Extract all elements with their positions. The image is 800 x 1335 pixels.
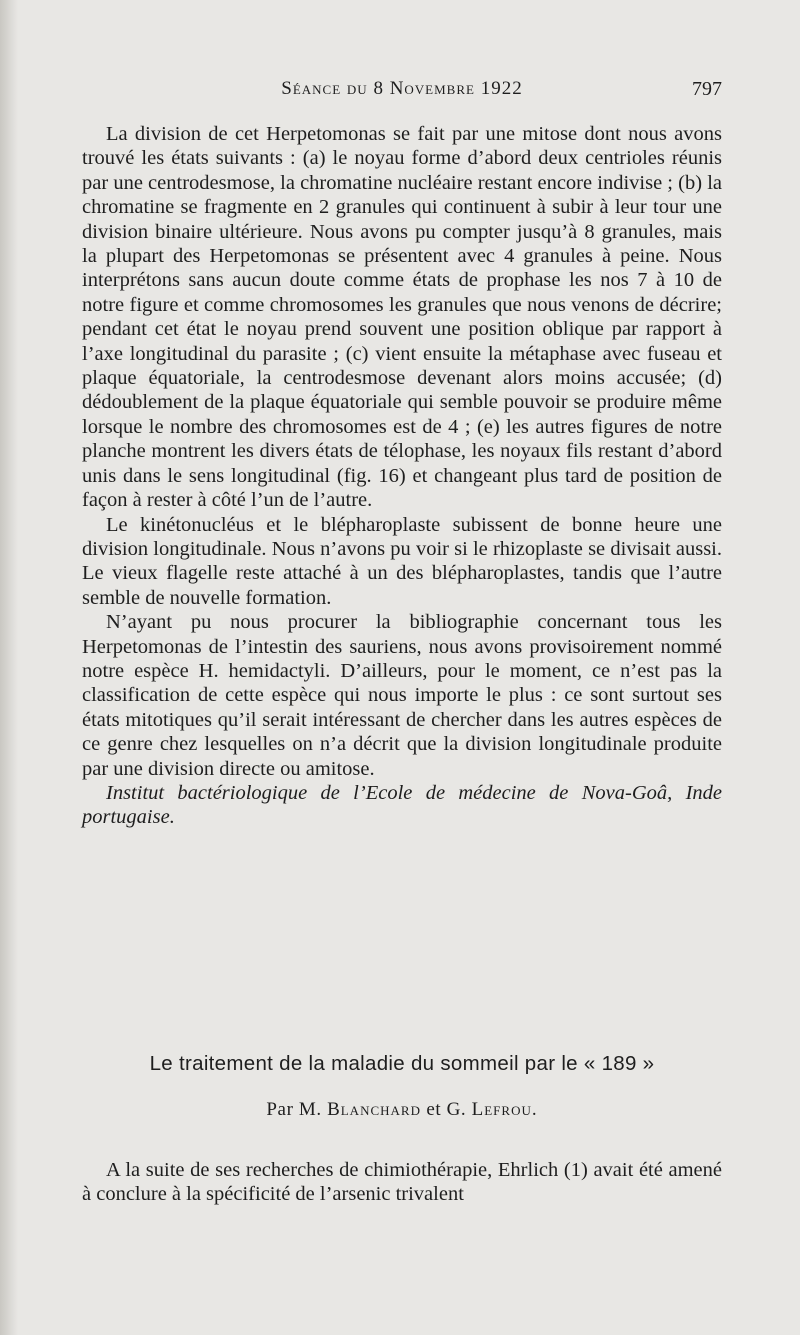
byline-and: et G. [426,1099,467,1120]
page-number: 797 [692,78,722,100]
byline [82,1099,722,1121]
paragraph-kinetonucleus: Le kinétonucléus et le blépharoplaste subissent de bonne heure une division longitudinale. Nous n’avons pu voir si le rhizoplaste se divisait aussi. Le vieux flagelle reste attaché à un des blépharoplastes, tandis que l’autre semble de nouvelle formation. [82,513,722,609]
article-body-new [82,1158,722,1207]
binding-edge-shadow [0,0,18,1335]
author-lefrou: Lefrou. [471,1099,538,1120]
byline-prefix: Par M. [266,1099,322,1120]
paragraph-bibliography: N’ayant pu nous procurer la bibliographie concernant tous les Herpetomonas de l’intestin des sauriens, nous avons provisoirement nommé notre espèce H. hemidactyli. D’ailleurs, pour le moment, ce n’est pas la classification de cette espèce qui nous importe le plus : ce sont surtout ses états mitotiques qu’il serait intéressant de chercher dans les autres espèces de ce genre chez lesquelles on n’a décrit que la division longitudinale produite par une division directe ou amitose. [82,611,722,780]
article-body-previous [82,122,722,830]
page-header [82,78,722,108]
paragraph-ehrlich: A la suite de ses recherches de chimiothérapie, Ehrlich (1) avait été amené à conclure à la spécificité de l’arsenic trivalent [82,1159,722,1206]
affiliation: Institut bactériologique de l’Ecole de médecine de Nova-Goâ, Inde portugaise. [82,781,722,829]
author-blanchard: Blanchard [327,1099,421,1120]
running-head: Séance du 8 Novembre 1922 [281,78,523,99]
paragraph-mitosis: La division de cet Herpetomonas se fait par une mitose dont nous avons trouvé les états suivants : (a) le noyau forme d’abord deux centrioles réunis par une centrodesmose, la chromatine nucléaire restant encore indivise ; (b) la chromatine se fragmente en 2 granules qui continuent à subir à leur tour une division binaire ultérieure. Nous avons pu compter jusqu’à 8 granules, mais la plupart des Herpetomonas se présentent avec 4 granules à peine. Nous interprétons sans aucun doute comme états de prophase les nos 7 à 10 de notre figure et comme chromosomes les granules que nous venons de décrire; pendant cet état le noyau prend souvent une position oblique par rapport à l’axe longitudinal du parasite ; (c) vient ensuite la métaphase avec fuseau et plaque équatoriale, la centrodesmose devenant alors moins accusée; (d) dédoublement de la plaque équatoriale qui semble pouvoir se produire même lorsque le nombre des chromosomes est de 4 ; (e) les autres figures de notre planche montrent les divers états de télophase, les noyaux fils restant d’abord unis dans le sens longitudinal (fig. 16) et changeant plus tard de position de façon à rester à côté l’un de l’autre. [82,123,722,512]
article-title: Le traitement de la maladie du sommeil par le « 189 » [149,1052,655,1075]
